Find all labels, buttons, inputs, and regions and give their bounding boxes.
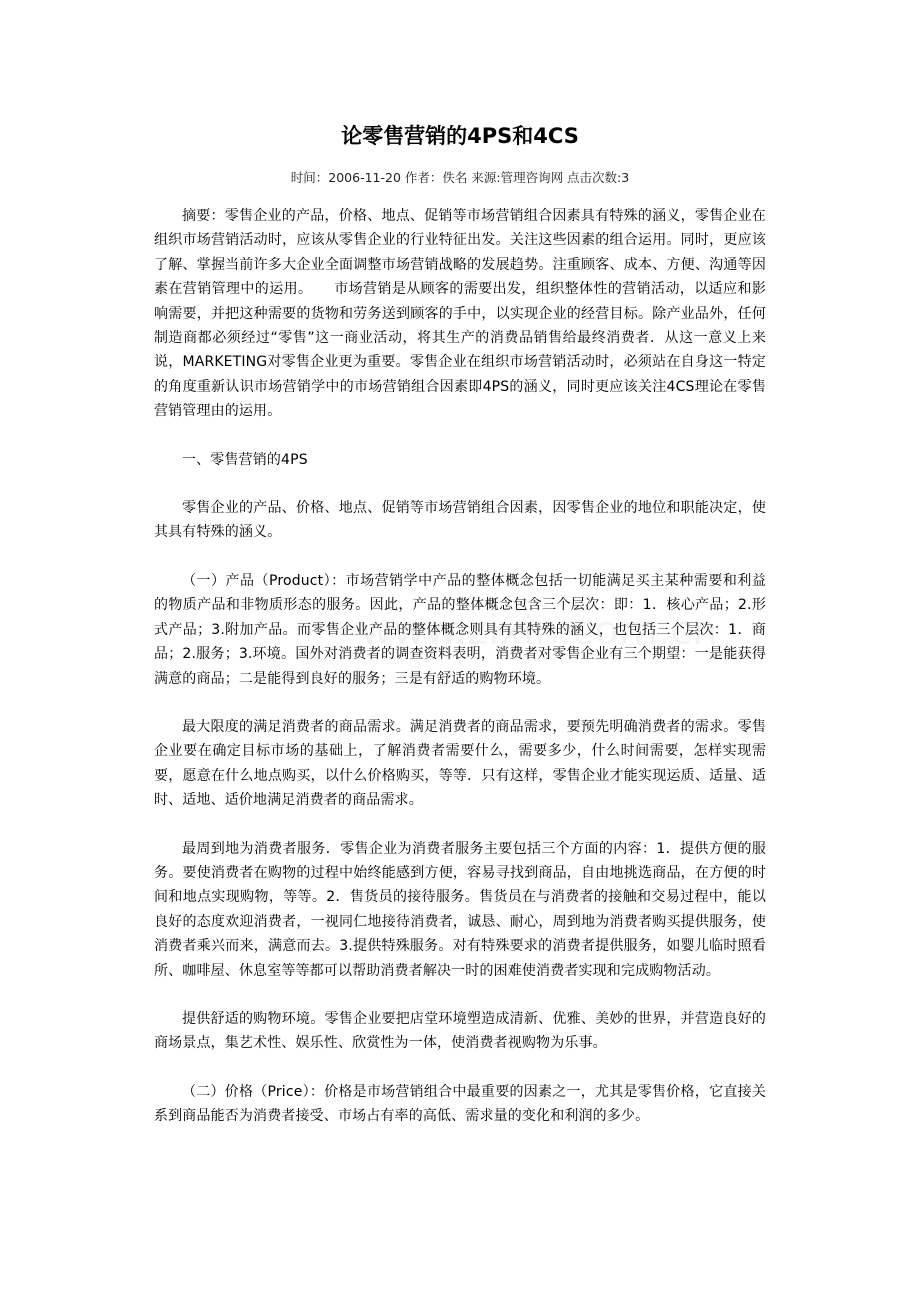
paragraph-abstract: 摘要：零售企业的产品，价格、地点、促销等市场营销组合因素具有特殊的涵义，零售企业在组织市场营销活动时，应该从零售企业的行业特征出发。关注这些因素的组合运用。同时，更应该了解、掌握当前许多大企业全面调整市场营销战略的发展趋势。注重顾客、成本、方便、沟通等因素在营销管理中的运用。 市场营销是从顾客的需要出发，组织整体性的营销活动，以适应和影响需要，并把这种需要的货物和劳务送到顾客的手中，以实现企业的经营目标。除产业品外，任何制造商都必须经过“零售”这一商业活动，将其生产的消费品销售给最终消费者．从这一意义上来说，MARKETING对零售企业更为重要。零售企业在组织市场营销活动时，必须站在自身这一特定的角度重新认识市场营销学中的市场营销组合因素即4PS的涵义，同时更应该关注4CS理论在零售营销管理由的运用。 xyxy=(154,208,766,420)
paragraph: 最周到地为消费者服务．零售企业为消费者服务主要包括三个方面的内容：1．提供方便的服务。要使消费者在购物的过程中始终能感到方便，容易寻找到商品，自由地挑选商品，在方便的时间和地点实现购物，等等。2．售货员的接待服务。售货员在与消费者的接触和交易过程中，能以良好的态度欢迎消费者，一视同仁地接待消费者，诚恳、耐心，周到地为消费者购买提供服务，使消费者乘兴而来，满意而去。3.提供特殊服务。对有特殊要求的消费者提供服务，如婴儿临时照看所、咖啡屋、休息室等等都可以帮助消费者解决一时的困难使消费者实现和完成购物活动。 xyxy=(154,840,766,979)
paragraph: 最大限度的满足消费者的商品需求。满足消费者的商品需求，要预先明确消费者的需求。零售企业要在确定目标市场的基础上，了解消费者需要什么，需要多少，什么时间需要，怎样实现需要，愿意在什么地点购买，以什么价格购买，等等．只有这样，零售企业才能实现运质、适量、适时、适地、适价地满足消费者的商品需求。 xyxy=(154,718,766,809)
document-body xyxy=(154,204,766,1153)
paragraph-product: （一）产品（Product）：市场营销学中产品的整体概念包括一切能满足买主某种需要和利益的物质产品和非物质形态的服务。因此，产品的整体概念包含三个层次：即：1．核心产品；2.形式产品；3.附加产品。而零售企业产品的整体概念则具有其特殊的涵义，也包括三个层次：1．商品；2.服务；3.环境。国外对消费者的调查资料表明，消费者对零售企业有三个期望：一是能获得满意的商品；二是能得到良好的服务；三是有舒适的购物环境。 xyxy=(154,572,766,687)
paragraph-price: （二）价格（Price）：价格是市场营销组合中最重要的因素之一，尤其是零售价格，它直接关系到商品能否为消费者接受、市场占有率的高低、需求量的变化和利润的多少。 xyxy=(154,1083,766,1125)
document-title: 论零售营销的4PS和4CS xyxy=(341,124,579,148)
section-heading: 一、零售营销的4PS xyxy=(182,451,308,468)
paragraph: 零售企业的产品、价格、地点、促销等市场营销组合因素，因零售企业的地位和职能决定，使其具有特殊的涵义。 xyxy=(154,500,766,541)
document-meta: 时间：2006-11-20 作者：佚名 来源:管理咨询网 点击次数:3 xyxy=(290,170,630,185)
paragraph: 提供舒适的购物环境。零售企业要把店堂环境塑造成清新、优雅、美妙的世界，并营造良好的商场景点，集艺术性、娱乐性、欣赏性为一体，使消费者视购物为乐事。 xyxy=(154,1010,766,1052)
